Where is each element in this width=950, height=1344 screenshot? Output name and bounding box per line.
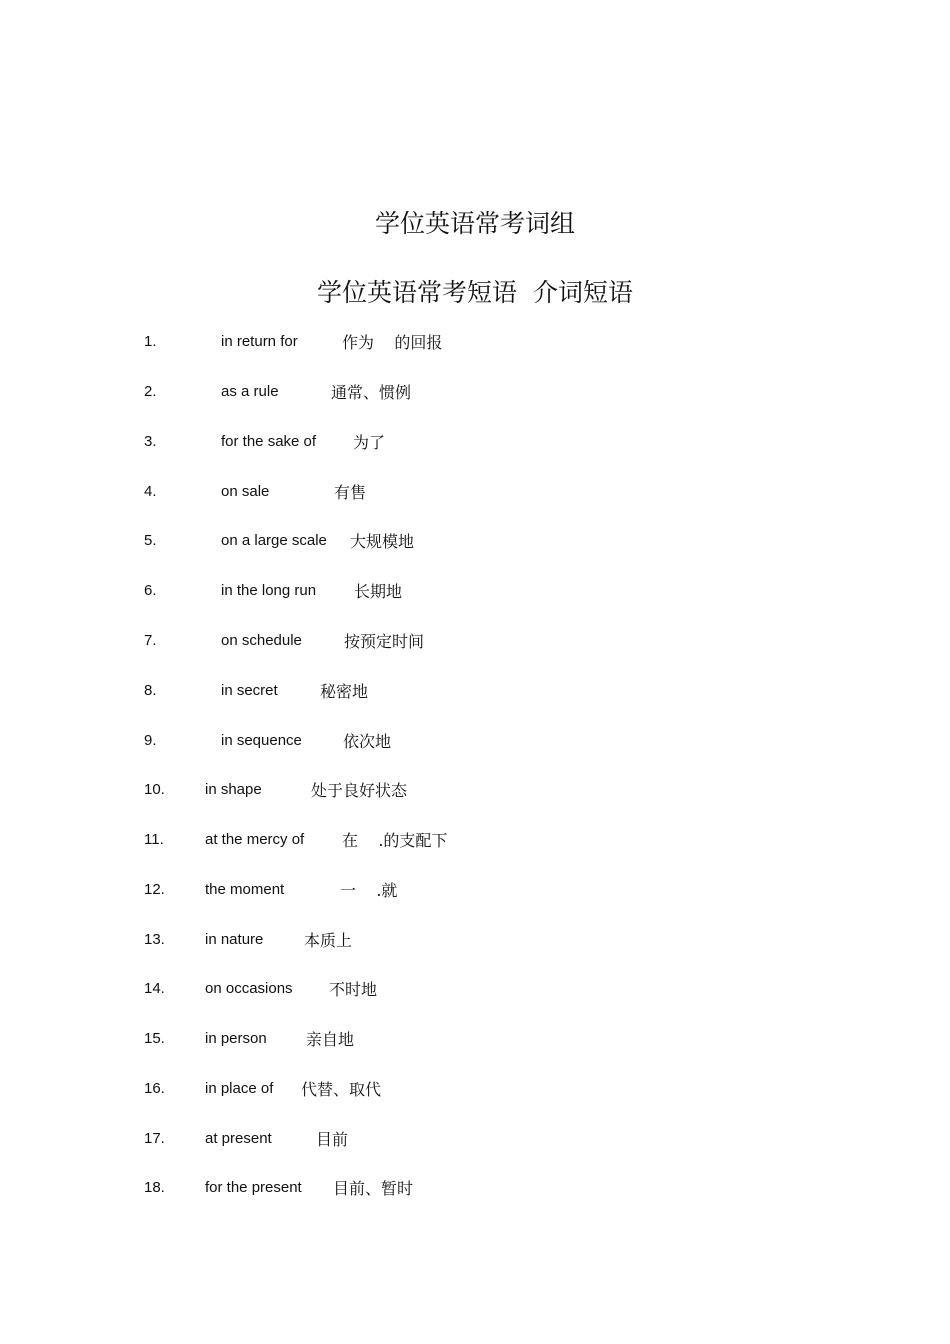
item-number: 17. bbox=[144, 1130, 165, 1147]
item-meaning: 作为 的回报 bbox=[342, 333, 443, 352]
item-phrase: in place of bbox=[205, 1080, 274, 1097]
item-phrase: in person bbox=[205, 1030, 267, 1047]
list-item bbox=[0, 1077, 950, 1101]
list-item bbox=[0, 629, 950, 653]
item-phrase: for the present bbox=[205, 1179, 302, 1196]
item-phrase: on schedule bbox=[221, 632, 302, 649]
item-meaning: 代替、取代 bbox=[301, 1080, 382, 1099]
item-phrase: as a rule bbox=[221, 383, 279, 400]
item-meaning: 目前、暂时 bbox=[333, 1179, 414, 1198]
item-number: 6. bbox=[144, 582, 157, 599]
item-phrase: on a large scale bbox=[221, 532, 327, 549]
item-meaning: 一 .就 bbox=[340, 881, 398, 900]
item-number: 8. bbox=[144, 682, 157, 699]
item-number: 16. bbox=[144, 1080, 165, 1097]
item-phrase: in nature bbox=[205, 931, 264, 948]
item-meaning: 依次地 bbox=[343, 732, 392, 751]
list-item bbox=[0, 579, 950, 603]
item-number: 12. bbox=[144, 881, 165, 898]
list-item bbox=[0, 529, 950, 553]
list-item bbox=[0, 1027, 950, 1051]
item-number: 2. bbox=[144, 383, 157, 400]
item-meaning: 长期地 bbox=[354, 582, 403, 601]
item-phrase: in sequence bbox=[221, 732, 302, 749]
item-meaning: 为了 bbox=[353, 433, 386, 452]
item-phrase: on sale bbox=[221, 483, 270, 500]
item-phrase: in the long run bbox=[221, 582, 317, 599]
item-meaning: 按预定时间 bbox=[344, 632, 425, 651]
item-meaning: 通常、惯例 bbox=[331, 383, 412, 402]
list-item bbox=[0, 480, 950, 504]
item-meaning: 大规模地 bbox=[350, 532, 415, 551]
item-phrase: for the sake of bbox=[221, 433, 317, 450]
item-number: 18. bbox=[144, 1179, 165, 1196]
item-number: 5. bbox=[144, 532, 157, 549]
item-number: 14. bbox=[144, 980, 165, 997]
list-item bbox=[0, 977, 950, 1001]
page-subtitle: 学位英语常考短语 介词短语 bbox=[317, 278, 633, 307]
item-phrase: the moment bbox=[205, 881, 285, 898]
list-item bbox=[0, 1127, 950, 1151]
item-phrase: at the mercy of bbox=[205, 831, 305, 848]
item-meaning: 处于良好状态 bbox=[311, 781, 408, 800]
list-item bbox=[0, 380, 950, 404]
item-meaning: 不时地 bbox=[329, 980, 378, 999]
list-item bbox=[0, 778, 950, 802]
item-phrase: at present bbox=[205, 1130, 272, 1147]
item-phrase: in return for bbox=[221, 333, 298, 350]
list-item bbox=[0, 430, 950, 454]
item-meaning: 亲自地 bbox=[306, 1030, 355, 1049]
item-number: 3. bbox=[144, 433, 157, 450]
item-phrase: on occasions bbox=[205, 980, 293, 997]
list-item bbox=[0, 1176, 950, 1200]
list-item bbox=[0, 729, 950, 753]
list-item bbox=[0, 679, 950, 703]
list-item bbox=[0, 878, 950, 902]
item-phrase: in secret bbox=[221, 682, 278, 699]
item-meaning: 有售 bbox=[334, 483, 367, 502]
item-phrase: in shape bbox=[205, 781, 262, 798]
list-item bbox=[0, 828, 950, 852]
item-number: 1. bbox=[144, 333, 157, 350]
item-number: 7. bbox=[144, 632, 157, 649]
item-meaning: 秘密地 bbox=[320, 682, 369, 701]
list-item bbox=[0, 330, 950, 354]
item-number: 11. bbox=[144, 831, 164, 848]
item-meaning: 在 .的支配下 bbox=[342, 831, 448, 850]
item-meaning: 本质上 bbox=[304, 931, 353, 950]
item-meaning: 目前 bbox=[316, 1130, 349, 1149]
item-number: 10. bbox=[144, 781, 165, 798]
item-number: 15. bbox=[144, 1030, 165, 1047]
page-title: 学位英语常考词组 bbox=[374, 209, 575, 238]
item-number: 9. bbox=[144, 732, 157, 749]
item-number: 4. bbox=[144, 483, 157, 500]
list-item bbox=[0, 928, 950, 952]
item-number: 13. bbox=[144, 931, 165, 948]
